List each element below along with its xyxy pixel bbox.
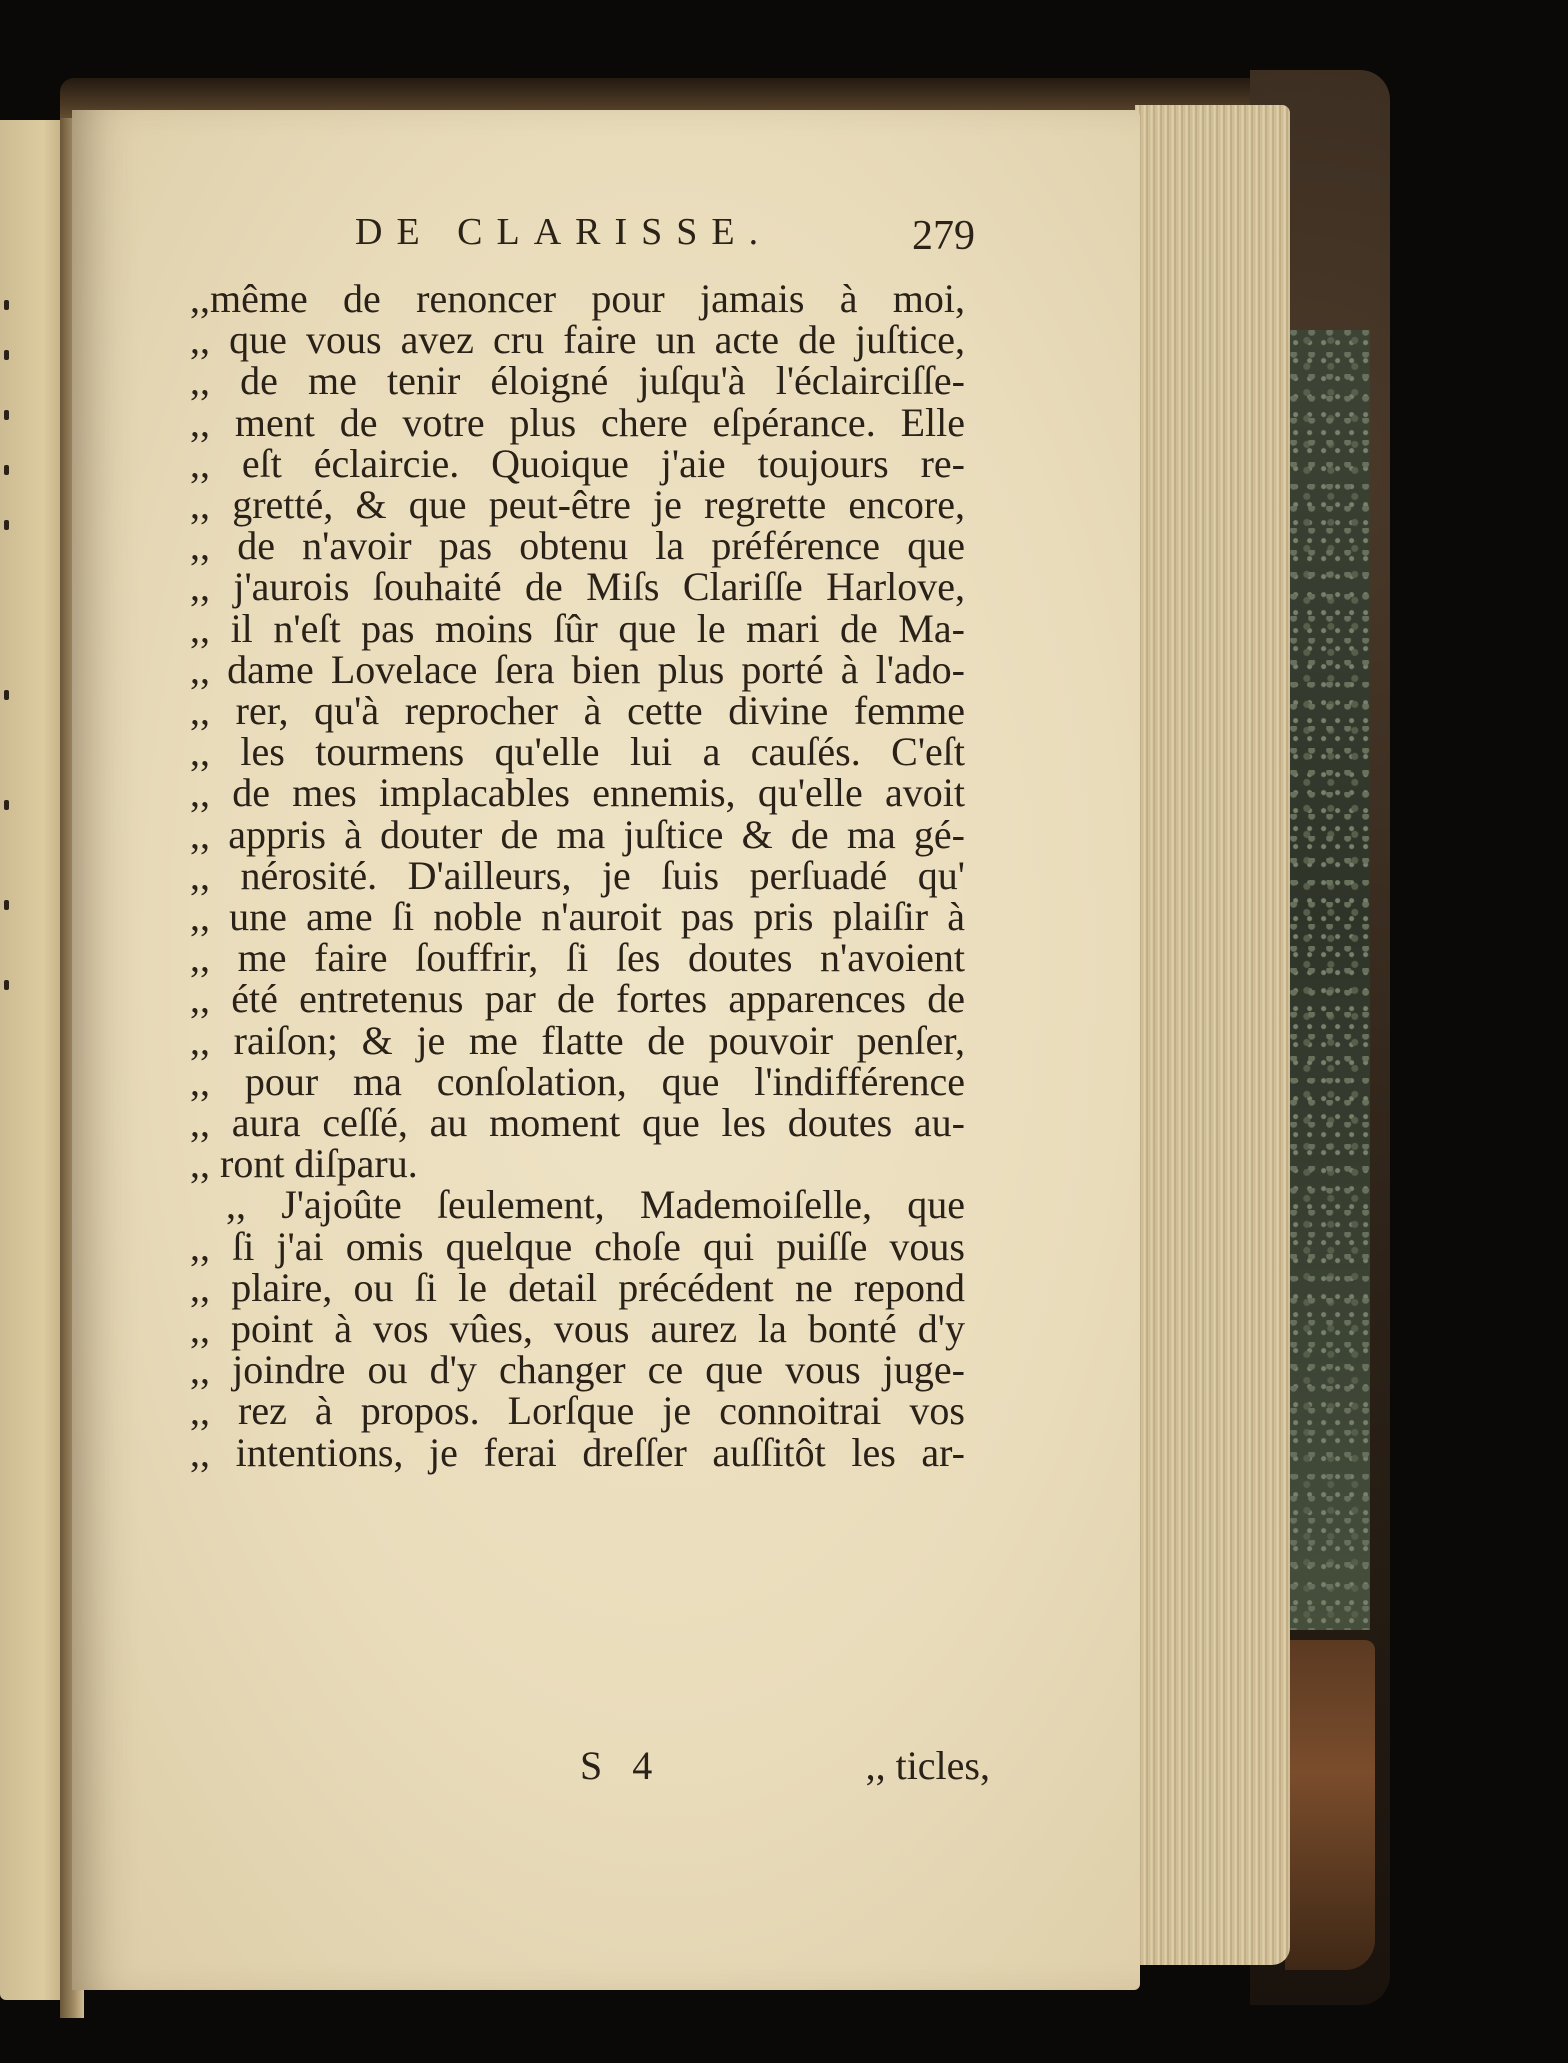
bleed-mark [4,690,9,700]
text-line: ,, une ame ſi noble n'auroit pas pris plaiſir à [190,894,965,940]
text-line: ,, rer, qu'à reprocher à cette divine femme [190,688,965,734]
text-line: ,, plaire, ou ſi le detail précédent ne repond [190,1264,965,1310]
text-line: ,, intentions, je ferai dreſſer auſſitôt les ar- [190,1429,965,1475]
leather-corner [1285,1640,1375,1970]
marbled-board [1290,330,1370,1630]
running-head: DE CLARISSE. [355,211,773,253]
text-line: ,, ment de votre plus chere eſpérance. Elle [190,399,965,445]
text-line: ,, il n'eſt pas moins ſûr que le mari de Ma- [190,605,965,651]
text-line: ,, eſt éclaircie. Quoique j'aie toujours re- [190,440,965,486]
text-line: ,, que vous avez cru faire un acte de juſtice, [190,317,965,363]
page-number: 279 [912,213,975,259]
text-line: ,, dame Lovelace ſera bien plus porté à l'ado- [190,646,965,692]
page-fore-edge [1135,105,1290,1965]
bleed-mark [4,300,9,310]
bleed-mark [4,900,9,910]
text-line: ,, aura ceſſé, au moment que les doutes au- [190,1100,965,1146]
text-line: ,, de n'avoir pas obtenu la préférence que [190,523,965,569]
text-line: ,, rez à propos. Lorſque je connoitrai vos [190,1388,965,1434]
text-line: ,, de mes implacables ennemis, qu'elle avoit [190,770,965,816]
text-line: ,, nérosité. D'ailleurs, je ſuis perſuadé qu' [190,852,965,898]
bleed-mark [4,410,9,420]
text-line: ,, les tourmens qu'elle lui a cauſés. C'eſt [190,729,965,775]
text-line: ,, pour ma conſolation, que l'indifférence [190,1058,965,1104]
bleed-mark [4,350,9,360]
text-line: ,, j'aurois ſouhaité de Miſs Clariſſe Harlove, [190,564,965,610]
text-line: ,, point à vos vûes, vous aurez la bonté d'y [190,1306,965,1352]
text-line: ,, de me tenir éloigné juſqu'à l'éclairciſſe- [190,358,965,404]
text-line: ,, été entretenus par de fortes apparences de [190,976,965,1022]
bleed-mark [4,800,9,810]
text-line: ,,même de renoncer pour jamais à moi, [190,276,965,321]
text-line: ,, joindre ou d'y changer ce que vous juge- [190,1347,965,1393]
bleed-mark [4,520,9,530]
signature-mark: S 4 [580,1743,663,1788]
page-footer [580,1742,990,1792]
text-line: ,, J'ajoûte ſeulement, Mademoiſelle, que [226,1182,965,1228]
text-line: ,, me faire ſouffrir, ſi ſes doutes n'avoient [190,935,965,981]
text-line: ,, ront diſparu. [190,1141,418,1187]
text-line: ,, ſi j'ai omis quelque choſe qui puiſſe vous [190,1223,965,1269]
page-header [355,210,975,270]
text-line: ,, gretté, & que peut-être je regrette encore, [190,482,965,528]
text-line: ,, appris à douter de ma juſtice & de ma gé- [190,811,965,857]
text-line: ,, raiſon; & je me flatte de pouvoir penſer, [190,1017,965,1063]
bleed-mark [4,465,9,475]
catchword: ,, ticles, [865,1743,990,1788]
bleed-mark [4,980,9,990]
body-text [190,278,965,1473]
